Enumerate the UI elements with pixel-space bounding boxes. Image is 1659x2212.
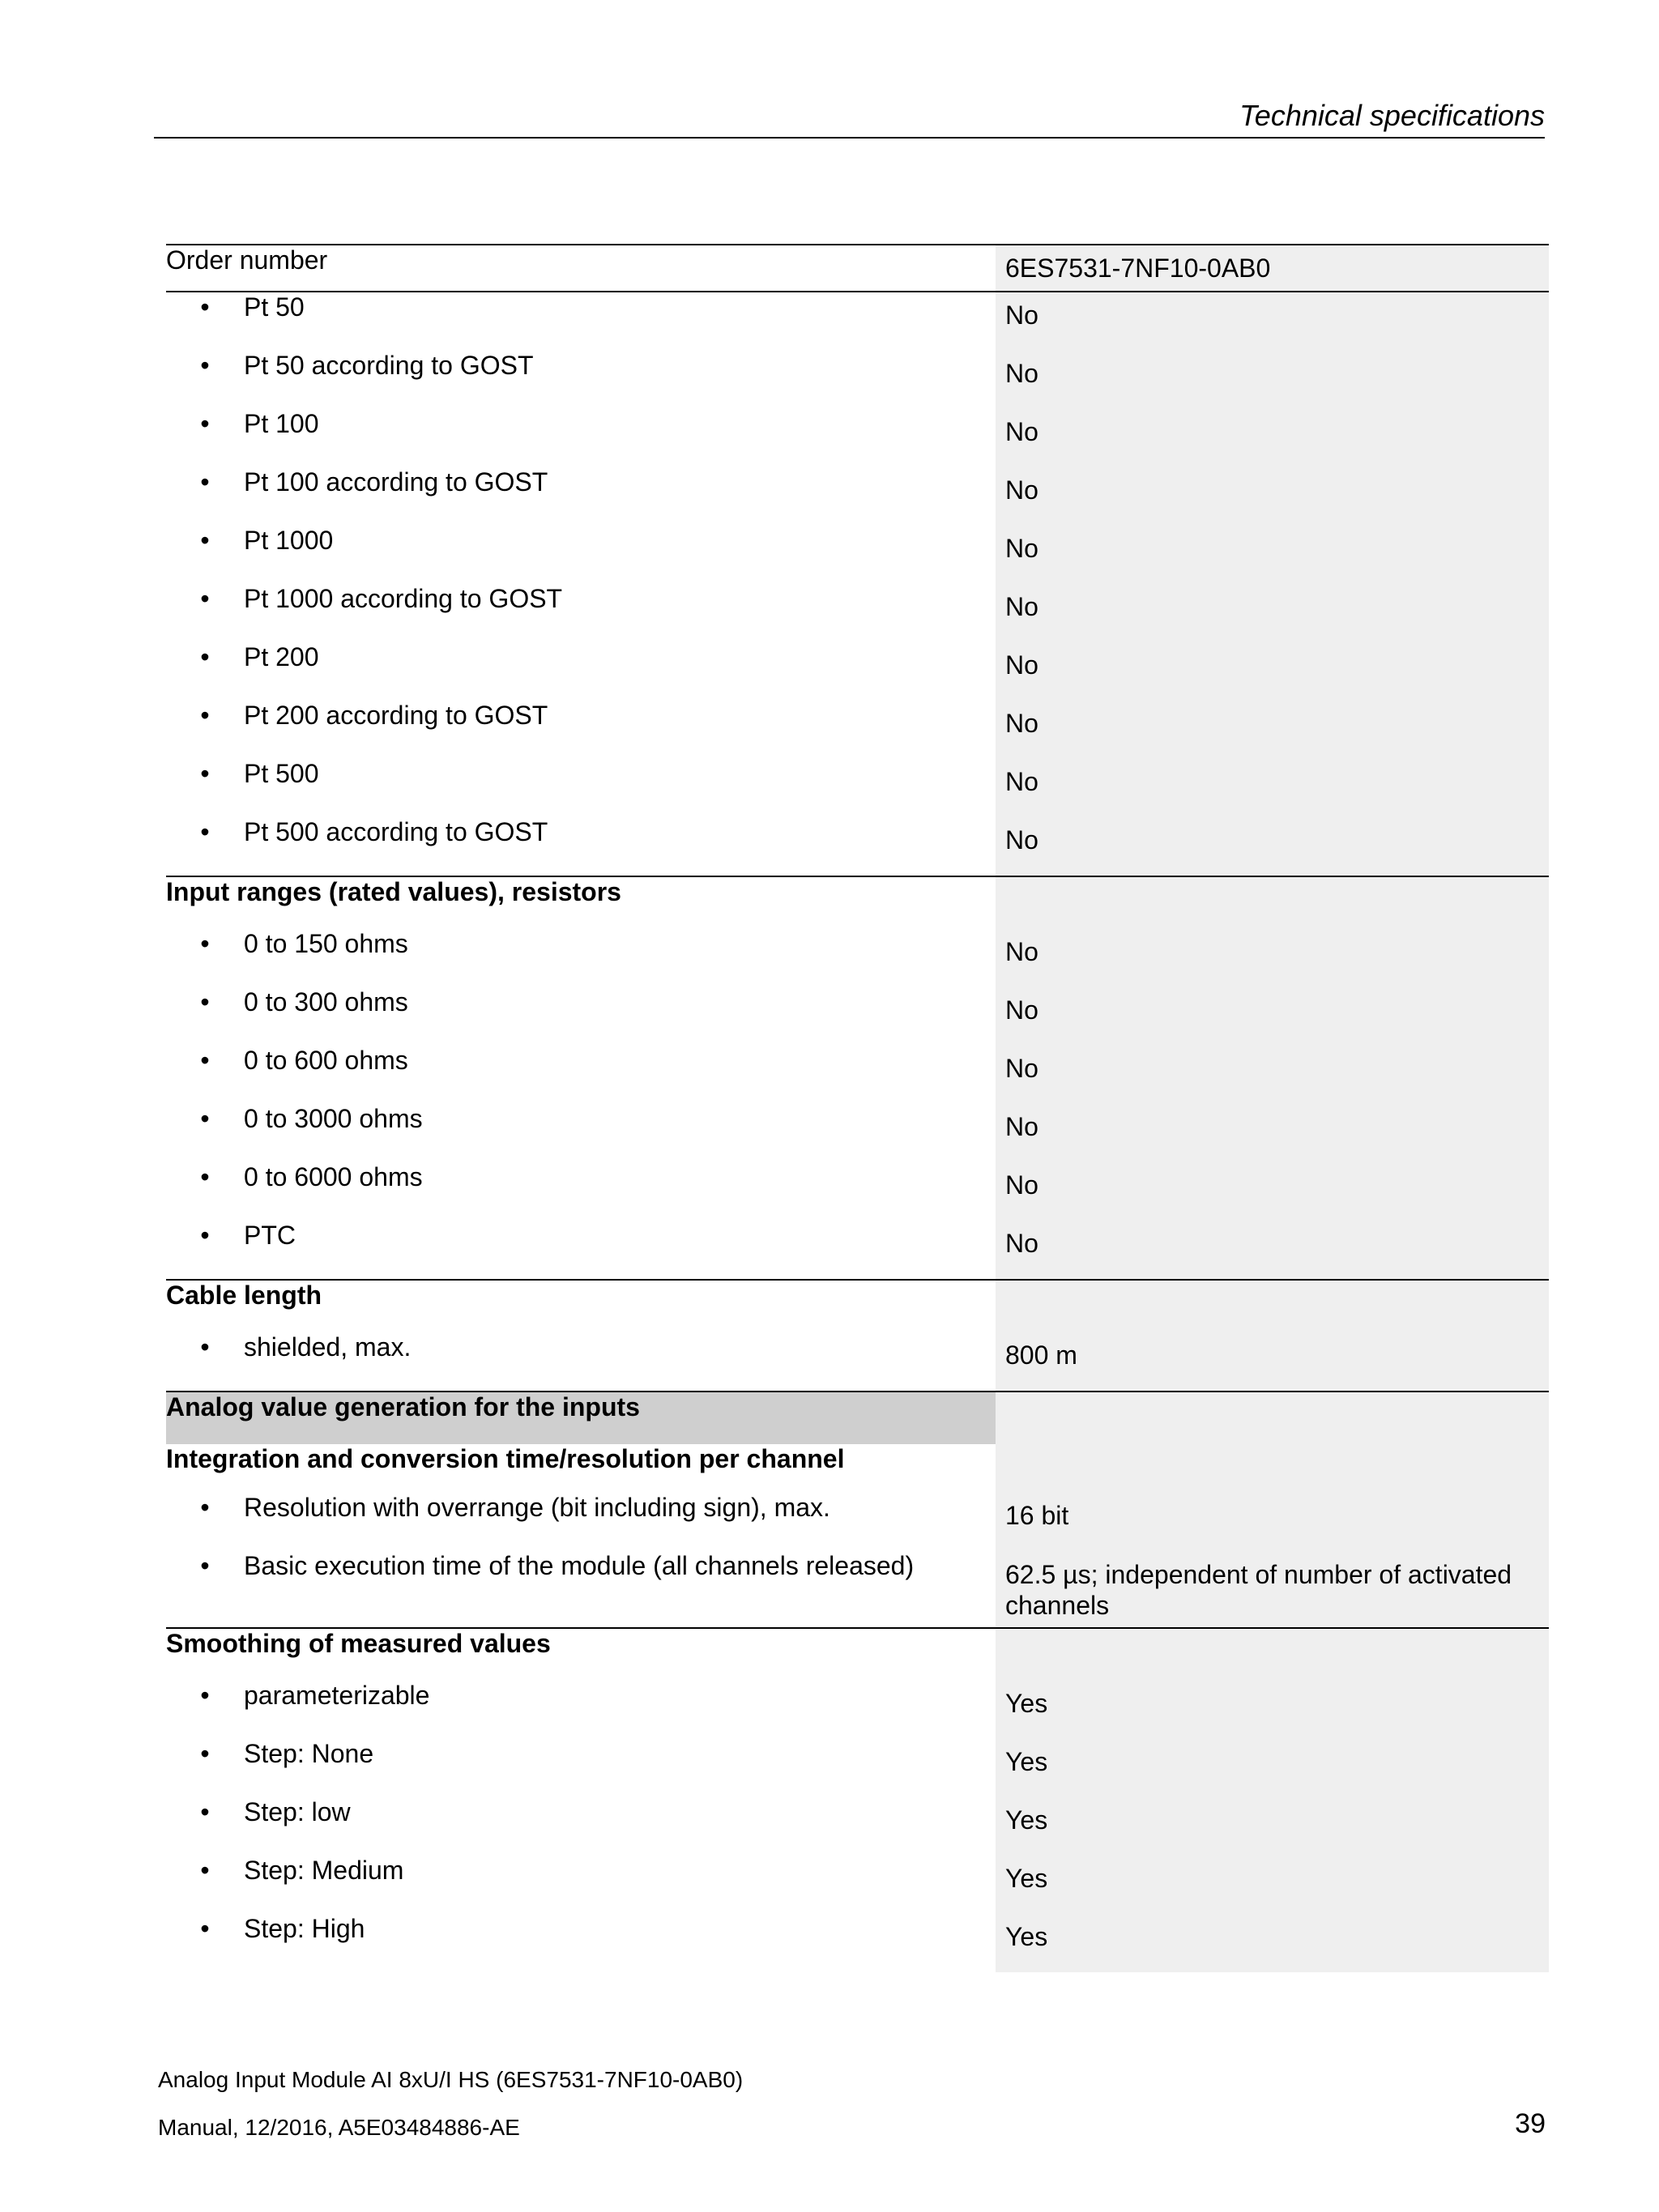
- table-row: [166, 1493, 1549, 1551]
- table-row: [166, 642, 1549, 701]
- bullet-icon: •: [200, 1332, 210, 1362]
- row-value: No: [996, 701, 1549, 759]
- table-row: [166, 1332, 1549, 1392]
- row-value: No: [996, 584, 1549, 642]
- table-row: [166, 929, 1549, 987]
- row-value: 62.5 µs; independent of number of activated channels: [1005, 1560, 1512, 1620]
- row-value: Yes: [996, 1914, 1549, 1972]
- bullet-icon: •: [200, 987, 210, 1016]
- row-label: 0 to 300 ohms: [244, 987, 408, 1016]
- table-row: [166, 526, 1549, 584]
- bullet-icon: •: [200, 292, 210, 322]
- bullet-icon: •: [200, 1797, 210, 1826]
- row-label: 0 to 3000 ohms: [244, 1104, 423, 1133]
- row-value: No: [996, 526, 1549, 584]
- row-label: Pt 1000: [244, 526, 334, 555]
- bullet-icon: •: [200, 759, 210, 788]
- row-label: 0 to 600 ohms: [244, 1046, 408, 1075]
- row-label: Pt 500: [244, 759, 319, 788]
- row-label: parameterizable: [244, 1681, 430, 1710]
- row-label: Pt 100 according to GOST: [244, 467, 548, 497]
- row-value: Yes: [996, 1739, 1549, 1797]
- table-row: [166, 1551, 1549, 1628]
- section-title: Smoothing of measured values: [166, 1629, 551, 1658]
- bullet-icon: •: [200, 642, 210, 671]
- row-label: Pt 500 according to GOST: [244, 817, 548, 846]
- row-label: Step: None: [244, 1739, 374, 1768]
- table-row: [166, 817, 1549, 876]
- bullet-icon: •: [200, 1856, 210, 1885]
- bullet-icon: •: [200, 1493, 210, 1522]
- section-title: Analog value generation for the inputs: [166, 1392, 640, 1421]
- row-label: Pt 1000 according to GOST: [244, 584, 563, 613]
- bullet-icon: •: [200, 1104, 210, 1133]
- bullet-icon: •: [200, 1739, 210, 1768]
- row-value: No: [996, 292, 1549, 351]
- subsection-row-integration: [166, 1444, 1549, 1493]
- table-header-row: [166, 245, 1549, 292]
- bullet-icon: •: [200, 526, 210, 555]
- row-label: Basic execution time of the module (all channels released): [244, 1551, 915, 1580]
- row-label: 0 to 6000 ohms: [244, 1162, 423, 1191]
- section-title: Cable length: [166, 1281, 322, 1310]
- row-label: 0 to 150 ohms: [244, 929, 408, 958]
- row-value: Yes: [996, 1797, 1549, 1856]
- table-row: [166, 584, 1549, 642]
- section-row-smoothing: [166, 1628, 1549, 1681]
- table-row: [166, 1681, 1549, 1739]
- page-number: 39: [1515, 2108, 1546, 2139]
- row-value: No: [996, 929, 1549, 987]
- row-value: No: [996, 1162, 1549, 1221]
- row-label: Pt 200: [244, 642, 319, 671]
- row-value: No: [996, 409, 1549, 467]
- row-label: PTC: [244, 1221, 296, 1250]
- row-value: No: [996, 1221, 1549, 1280]
- bullet-icon: •: [200, 1914, 210, 1943]
- row-value: No: [996, 351, 1549, 409]
- specifications-table: [166, 244, 1549, 1972]
- order-number-label: Order number: [166, 245, 996, 292]
- table-row: [166, 351, 1549, 409]
- subsection-title: Integration and conversion time/resolution per channel: [166, 1444, 845, 1473]
- bullet-icon: •: [200, 467, 210, 497]
- bullet-icon: •: [200, 409, 210, 438]
- bullet-icon: •: [200, 1551, 210, 1580]
- section-header-title: Technical specifications: [1239, 99, 1545, 132]
- row-value: No: [996, 759, 1549, 817]
- bullet-icon: •: [200, 351, 210, 380]
- table-row: [166, 292, 1549, 351]
- bullet-icon: •: [200, 1221, 210, 1250]
- table-row: [166, 1046, 1549, 1104]
- row-value: 800 m: [996, 1332, 1549, 1392]
- table-row: [166, 1856, 1549, 1914]
- order-number-value: 6ES7531-7NF10-0AB0: [996, 245, 1549, 292]
- row-value: No: [996, 642, 1549, 701]
- bullet-icon: •: [200, 1681, 210, 1710]
- row-label: Resolution with overrange (bit including sign), max.: [244, 1493, 830, 1522]
- table-row: [166, 409, 1549, 467]
- row-label: Pt 50 according to GOST: [244, 351, 534, 380]
- bullet-icon: •: [200, 929, 210, 958]
- section-title: Input ranges (rated values), resistors: [166, 877, 621, 906]
- section-row-analog-value: [166, 1392, 1549, 1444]
- header-divider: [154, 137, 1545, 139]
- table-row: [166, 1914, 1549, 1972]
- table-row: [166, 759, 1549, 817]
- bullet-icon: •: [200, 701, 210, 730]
- row-value: No: [996, 1046, 1549, 1104]
- row-value: Yes: [996, 1681, 1549, 1739]
- table-row: [166, 1797, 1549, 1856]
- row-label: shielded, max.: [244, 1332, 412, 1362]
- bullet-icon: •: [200, 1046, 210, 1075]
- row-value: No: [996, 817, 1549, 876]
- row-label: Pt 200 according to GOST: [244, 701, 548, 730]
- table-row: [166, 987, 1549, 1046]
- row-value: No: [996, 467, 1549, 526]
- row-label: Pt 100: [244, 409, 319, 438]
- bullet-icon: •: [200, 584, 210, 613]
- bullet-icon: •: [200, 1162, 210, 1191]
- row-value: No: [996, 1104, 1549, 1162]
- row-label: Step: low: [244, 1797, 351, 1826]
- row-label: Step: High: [244, 1914, 365, 1943]
- row-value: Yes: [996, 1856, 1549, 1914]
- row-value: 16 bit: [996, 1493, 1549, 1551]
- row-label: Pt 50: [244, 292, 305, 322]
- table-row: [166, 467, 1549, 526]
- footer-document-title: Analog Input Module AI 8xU/I HS (6ES7531-7NF10-0AB0): [158, 2067, 744, 2092]
- row-label: Step: Medium: [244, 1856, 404, 1885]
- table-row: [166, 1739, 1549, 1797]
- row-value: No: [996, 987, 1549, 1046]
- table-row: [166, 1104, 1549, 1162]
- section-row-cable-length: [166, 1280, 1549, 1332]
- footer-manual-info: Manual, 12/2016, A5E03484886-AE: [158, 2115, 520, 2140]
- table-row: [166, 701, 1549, 759]
- section-row-resistors: [166, 876, 1549, 929]
- table-row: [166, 1221, 1549, 1280]
- table-row: [166, 1162, 1549, 1221]
- bullet-icon: •: [200, 817, 210, 846]
